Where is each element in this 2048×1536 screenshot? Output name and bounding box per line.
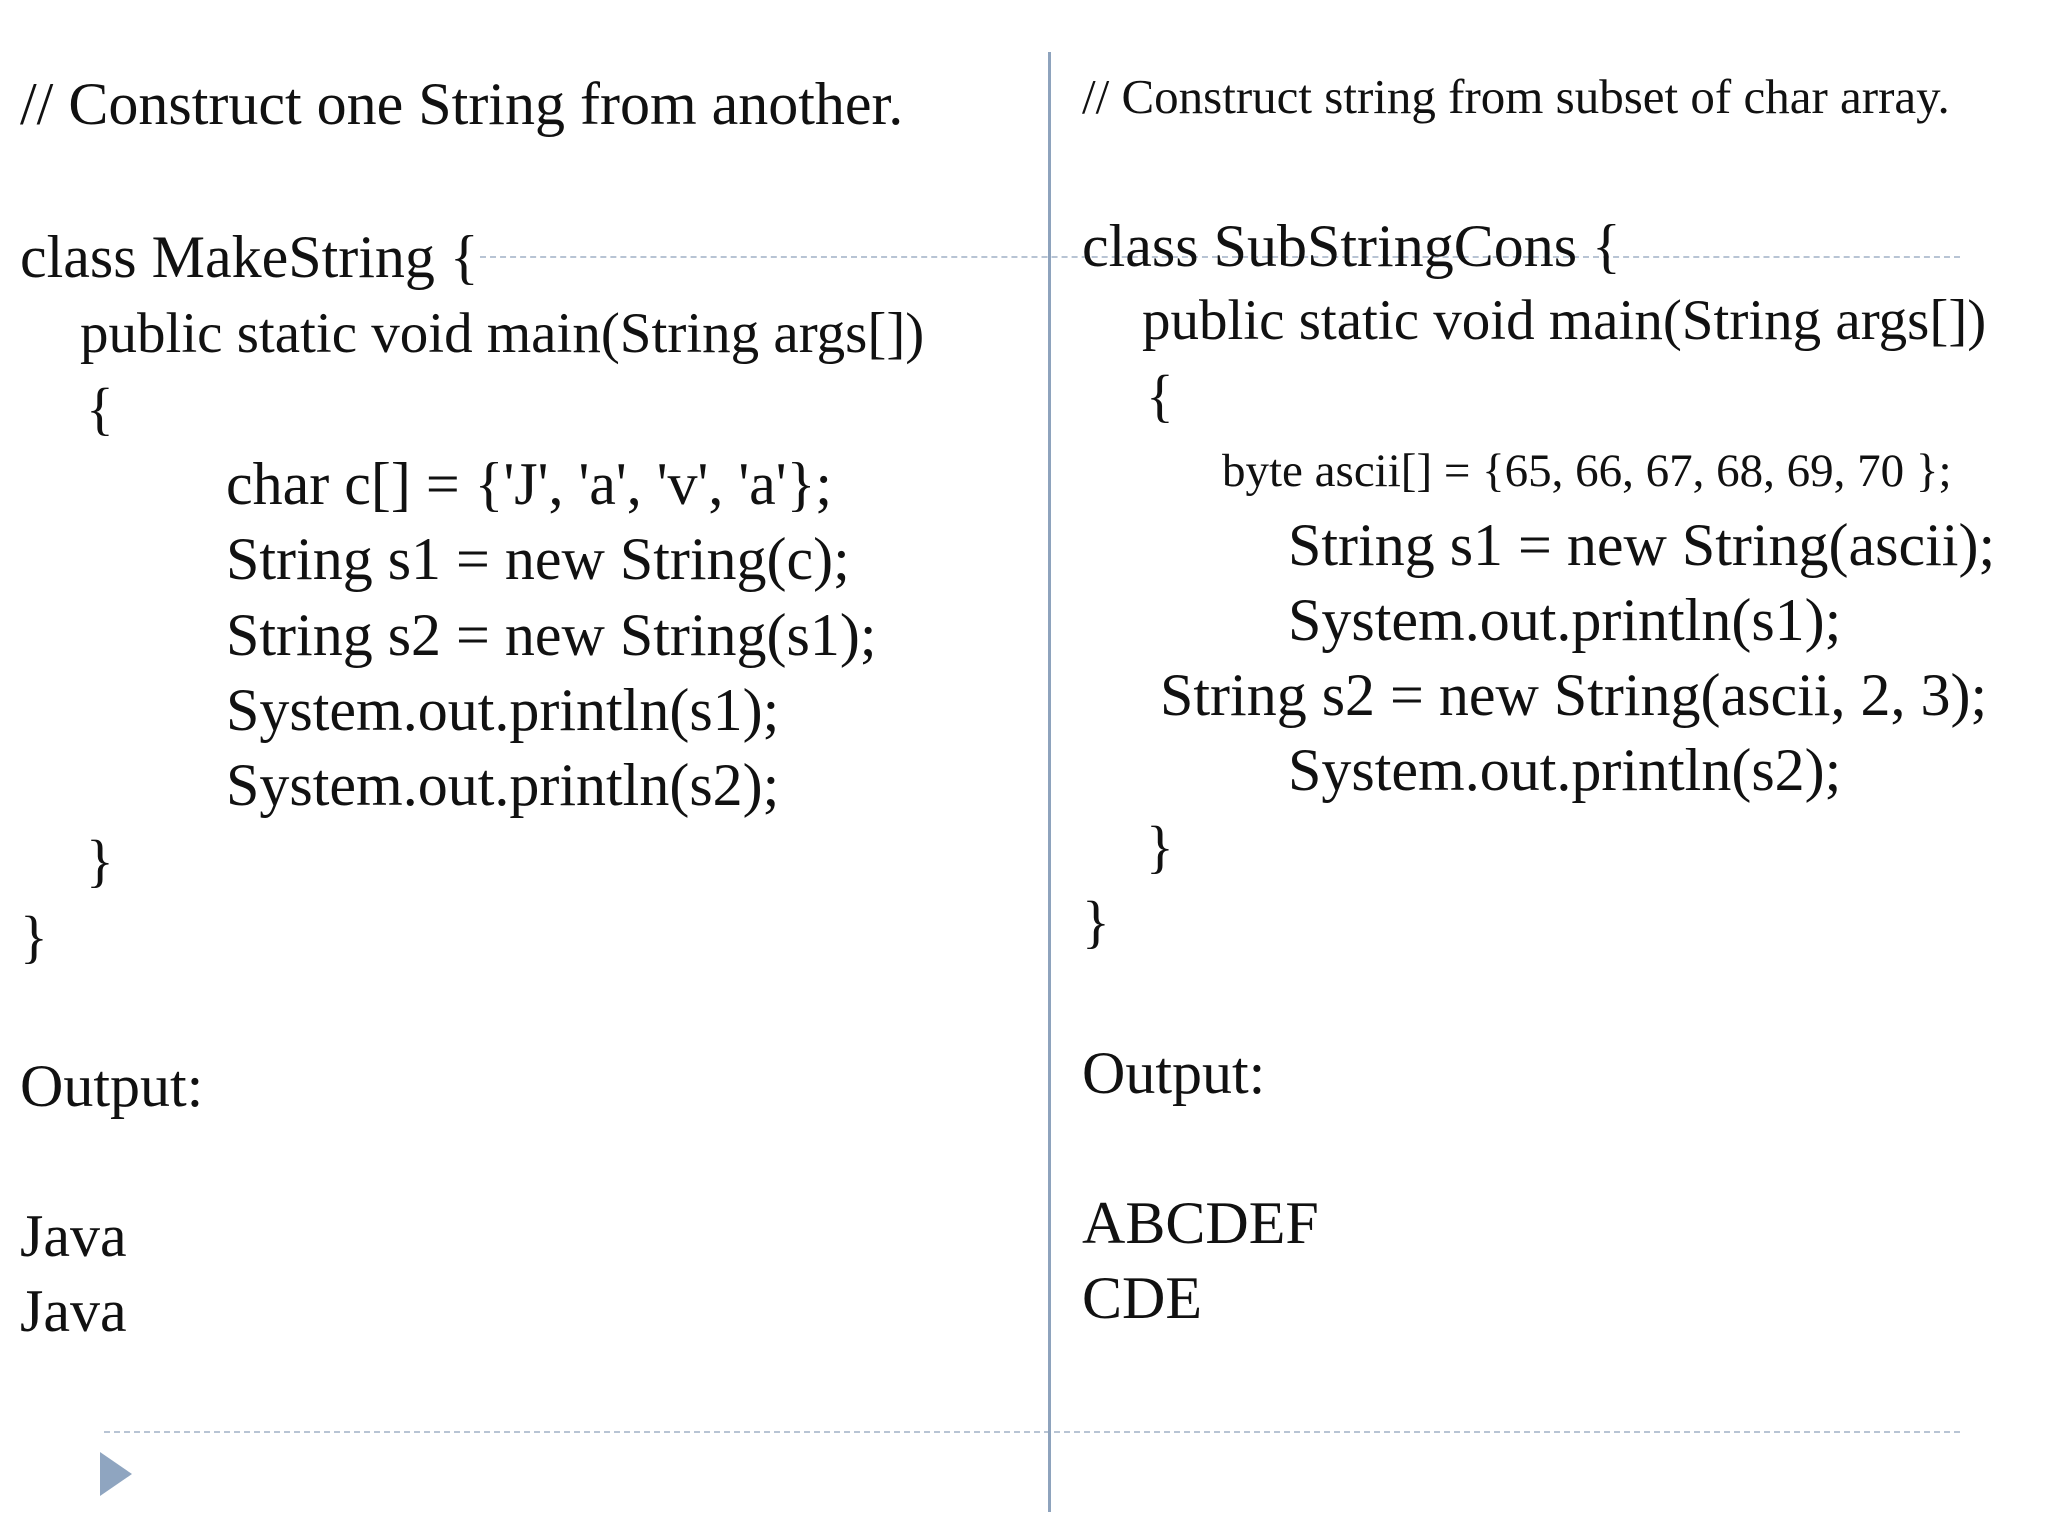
left-code-line: System.out.println(s1); xyxy=(226,677,780,743)
right-byte-array-line: byte ascii[] = {65, 66, 67, 68, 69, 70 }; xyxy=(1222,445,1952,497)
left-comment: // Construct one String from another. xyxy=(20,71,904,137)
column-divider xyxy=(1048,52,1051,1512)
right-output-line: CDE xyxy=(1082,1265,1202,1331)
right-output-line: ABCDEF xyxy=(1082,1190,1319,1256)
guide-dashed-line-bottom xyxy=(104,1431,1960,1433)
left-code-line: String s1 = new String(c); xyxy=(226,526,850,592)
left-output-label: Output: xyxy=(20,1053,204,1119)
right-method-open-brace: { xyxy=(1146,363,1174,428)
right-code-line: String s1 = new String(ascii); xyxy=(1288,512,1996,578)
left-main-signature: public static void main(String args[]) xyxy=(80,302,925,365)
right-output-label: Output: xyxy=(1082,1040,1266,1106)
left-code-line: System.out.println(s2); xyxy=(226,752,780,818)
triangle-bullet-icon xyxy=(100,1452,132,1496)
right-code-line: String s2 = new String(ascii, 2, 3); xyxy=(1160,662,1988,728)
left-method-close-brace: } xyxy=(86,828,114,893)
right-class-close-brace: } xyxy=(1082,889,1110,954)
right-method-close-brace: } xyxy=(1146,814,1174,879)
left-output-line: Java xyxy=(20,1203,127,1269)
left-method-open-brace: { xyxy=(86,376,114,441)
right-main-signature: public static void main(String args[]) xyxy=(1142,289,1987,352)
left-code-line: String s2 = new String(s1); xyxy=(226,602,877,668)
right-code-line: System.out.println(s1); xyxy=(1288,587,1842,653)
left-class-declaration: class MakeString { xyxy=(20,224,479,290)
right-class-declaration: class SubStringCons { xyxy=(1082,213,1621,279)
left-class-close-brace: } xyxy=(20,904,48,969)
left-code-line: char c[] = {'J', 'a', 'v', 'a'}; xyxy=(226,451,833,517)
right-comment: // Construct string from subset of char array. xyxy=(1082,69,1950,124)
right-code-line: System.out.println(s2); xyxy=(1288,737,1842,803)
left-output-line: Java xyxy=(20,1278,127,1344)
